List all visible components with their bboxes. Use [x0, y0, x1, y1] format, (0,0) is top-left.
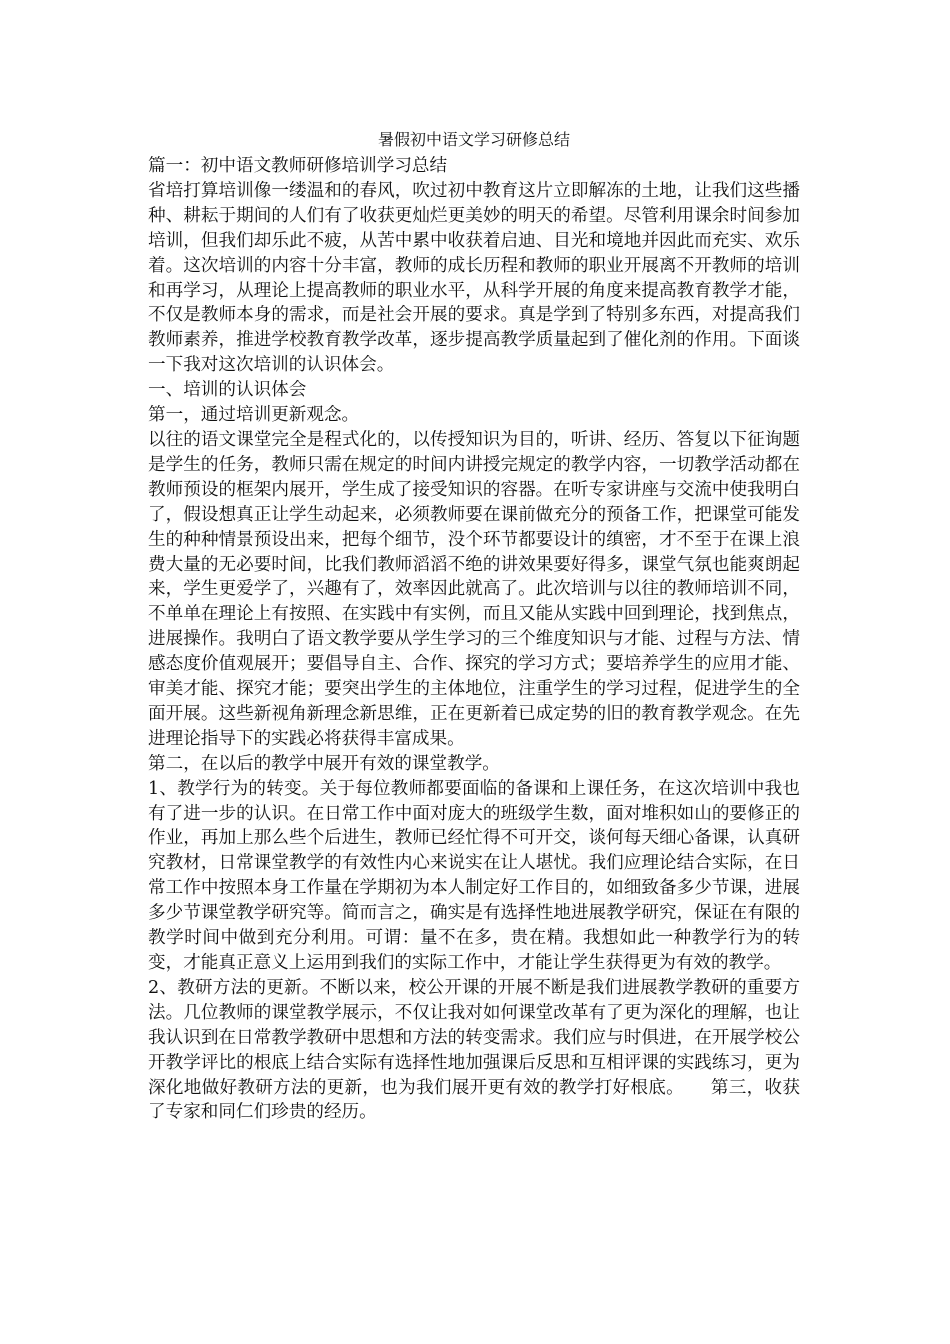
point-two-heading: 第二，在以后的教学中展开有效的课堂教学。 [148, 753, 500, 774]
document-page [148, 126, 800, 1125]
document-title: 暑假初中语文学习研修总结 [377, 130, 570, 149]
point-three-heading: 第三，收获了专家和同仁们珍贵的经历。 [148, 1077, 800, 1123]
item-two-text: 2、教研方法的更新。不断以来，校公开课的开展不断是我们进展教学教研的重要方法。几位教师的课堂教学展示，不仅让我对如何课堂改革有了更为深化的理解，也让我认识到在日常教学教研中思想和方法的转变需求。我们应与时俱进，在开展学校公开教学评比的根底上结合实际有选择性地加强课后反思和互相评课的实践练习，更为深化地做好教研方法的更新，也为我们展开更有效的教学打好根底。 [148, 977, 800, 1098]
section-one-heading: 一、培训的认识体会 [148, 380, 307, 401]
point-one-heading: 第一，通过培训更新观念。 [148, 405, 360, 426]
item-one-paragraph: 1、教学行为的转变。关于每位教师都要面临的备课和上课任务，在这次培训中我也有了进一步的认识。在日常工作中面对庞大的班级学生数，面对堆积如山的要修正的作业，再加上那么些个后进生，教师已经忙得不可开交，谈何每天细心备课，认真研究教材，日常课堂教学的有效性内心来说实在让人堪忧。我们应理论结合实际，在日常工作中按照本身工作量在学期初为本人制定好工作目的，如细致备多少节课，进展多少节课堂教学研究等。简而言之，确实是有选择性地进展教学研究，保证在有限的教学时间中做到充分利用。可谓：量不在多，贵在精。我想如此一种教学行为的转变，才能真正意义上运用到我们的实际工作中，才能让学生获得更为有效的教学。 [148, 778, 800, 973]
point-one-body: 以往的语文课堂完全是程式化的，以传授知识为目的，听讲、经历、答复以下征询题是学生的任务，教师只需在规定的时间内讲授完规定的教学内容，一切教学活动都在教师预设的框架内展开，学生成了接受知识的容器。在听专家讲座与交流中使我明白了，假设想真正让学生动起来，必须教师要在课前做充分的预备工作，把课堂可能发生的种种情景预设出来，把每个细节，没个环节都要设计的缜密，才不至于在课上浪费大量的无必要时间，比我们教师滔滔不绝的讲效果要好得多，课堂气氛也能爽朗起来，学生更爱学了，兴趣有了，效率因此就高了。此次培训与以往的教师培训不同，不单单在理论上有按照、在实践中有实例，而且又能从实践中回到理论，找到焦点，进展操作。我明白了语文教学要从学生学习的三个维度知识与才能、过程与方法、情感态度价值观展开；要倡导自主、合作、探究的学习方式；要培养学生的应用才能、审美才能、探究才能；要突出学生的主体地位，注重学生的学习过程，促进学生的全面开展。这些新视角新理念新思维，正在更新着已成定势的旧的教育教学观念。在先进理论指导下的实践必将获得丰富成果。 [148, 429, 800, 749]
intro-paragraph: 省培打算培训像一缕温和的春风，吹过初中教育这片立即解冻的土地，让我们这些播种、耕耘于期间的人们有了收获更灿烂更美妙的明天的希望。尽管利用课余时间参加培训，但我们却乐此不疲，从苦中累中收获着启迪、目光和境地并因此而充实、欢乐着。这次培训的内容十分丰富，教师的成长历程和教师的职业开展离不开教师的培训和再学习，从理论上提高教师的职业水平，从科学开展的角度来提高教育教学才能，不仅是教师本身的需求，而是社会开展的要求。真是学到了特别多东西，对提高我们教师素养，推进学校教育教学改革，逐步提高教学质量起到了催化剂的作用。下面谈一下我对这次培训的认识体会。 [148, 180, 800, 376]
part-one-heading: 篇一：初中语文教师研修培训学习总结 [148, 156, 448, 176]
item-two-paragraph [148, 976, 800, 1125]
